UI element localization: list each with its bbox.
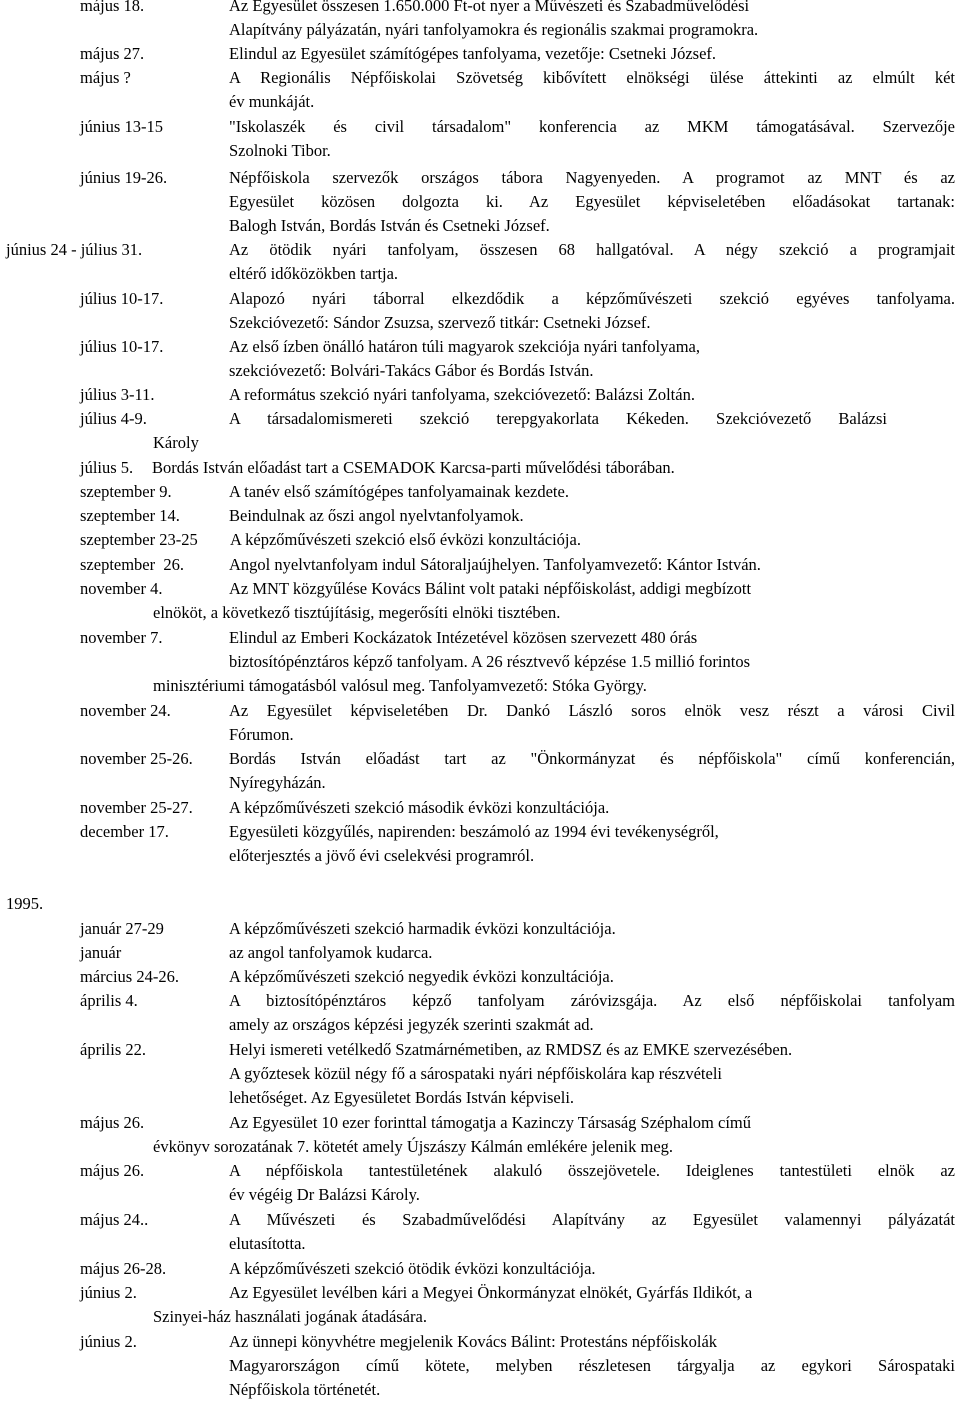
entry-text: A képzőművészeti szekció ötödik évközi konzultációja.: [229, 1259, 596, 1278]
entry-text: év munkáját.: [229, 92, 315, 111]
entry-date: május 27.: [80, 44, 145, 63]
entry-text: előterjesztés a jövő évi cselekvési programról.: [229, 846, 535, 865]
entry-text: minisztériumi támogatásból valósul meg. Tanfolyamvezető: Stóka György.: [153, 676, 647, 695]
entry-date: november 25-27.: [80, 798, 193, 817]
entry-date: július 3-11.: [80, 385, 155, 404]
entry-date: május 26.: [80, 1161, 145, 1180]
entry-date: július 10-17.: [80, 337, 164, 356]
entry-text: Az Egyesület 10 ezer forinttal támogatja a Kazinczy Társaság Széphalom című: [229, 1113, 751, 1132]
entry-text: A Művészeti és Szabadművelődési Alapítvány az Egyesület valamennyi pályázatát: [229, 1210, 955, 1229]
entry-text: eltérő időközökben tartja.: [229, 264, 399, 283]
entry-date: július 5.: [80, 458, 134, 477]
entry-text: Helyi ismereti vetélkedő Szatmárnémetiben, az RMDSZ és az EMKE szervezésében.: [229, 1040, 793, 1059]
entry-text: lehetőséget. Az Egyesületet Bordás István képviseli.: [229, 1088, 575, 1107]
entry-text: A győztesek közül négy fő a sárospataki nyári népfőiskolára kap részvételi: [229, 1064, 722, 1083]
entry-text: elnököt, a következő tisztújításig, megerősíti elnöki tisztében.: [153, 603, 561, 622]
entry-text: Szekcióvezető: Sándor Zsuzsa, szervező titkár: Csetneki József.: [229, 313, 651, 332]
entry-date: július 4-9.: [80, 409, 147, 428]
entry-text: Nyíregyházán.: [229, 773, 326, 792]
entry-text: Az ötödik nyári tanfolyam, összesen 68 hallgatóval. A négy szekció a programjait: [229, 240, 955, 259]
entry-text: Balogh István, Bordás István és Csetneki József.: [229, 216, 550, 235]
entry-date: április 22.: [80, 1040, 146, 1059]
entry-text: A református szekció nyári tanfolyama, szekcióvezető: Balázsi Zoltán.: [229, 385, 695, 404]
entry-date: november 24.: [80, 701, 171, 720]
entry-date: május 26.: [80, 1113, 145, 1132]
entry-date: november 25-26.: [80, 749, 193, 768]
entry-date: július 10-17.: [80, 289, 164, 308]
entry-text: A biztosítópénztáros képző tanfolyam záróvizsgája. Az első népfőiskolai tanfolyam: [229, 991, 955, 1010]
entry-date: június 24 - július 31.: [6, 240, 143, 259]
entry-date: szeptember 9.: [80, 482, 172, 501]
entry-date: március 24-26.: [80, 967, 179, 986]
entry-text: amely az országos képzési jegyzék szerinti szakmát ad.: [229, 1015, 594, 1034]
entry-date: szeptember 14.: [80, 506, 180, 525]
entry-date: május 18.: [80, 0, 145, 15]
entry-text: Szinyei-ház használati jogának átadására.: [153, 1307, 427, 1326]
entry-text: A népfőiskola tantestületének alakuló összejövetele. Ideiglenes tantestületi elnök az: [229, 1161, 955, 1180]
entry-text: A társadalomismereti szekció terepgyakorlata Kékeden. Szekcióvezető Balázsi: [229, 409, 887, 428]
entry-date: június 19-26.: [80, 168, 168, 187]
entry-date: június 2.: [80, 1332, 137, 1351]
entry-text: szekcióvezető: Bolvári-Takács Gábor és Bordás István.: [229, 361, 594, 380]
entry-date: június 2.: [80, 1283, 137, 1302]
entry-date: május ?: [80, 68, 131, 87]
entry-text: A Regionális Népfőiskolai Szövetség kibővített elnökségi ülése áttekinti az elmúlt két: [229, 68, 955, 87]
entry-text: Az MNT közgyűlése Kovács Bálint volt pataki népfőiskolást, addigi megbízott: [229, 579, 752, 598]
entry-text: Népfőiskola szervezők országos tábora Nagyenyeden. A programot az MNT és az: [229, 168, 955, 187]
entry-text: Szolnoki Tibor.: [229, 141, 331, 160]
entry-text: év végéig Dr Balázsi Károly.: [229, 1185, 420, 1204]
entry-text: A tanév első számítógépes tanfolyamainak kezdete.: [229, 482, 569, 501]
entry-text: Az első ízben önálló határon túli magyarok szekciója nyári tanfolyama,: [229, 337, 700, 356]
entry-text: Egyesületi közgyűlés, napirenden: beszámoló az 1994 évi tevékenységről,: [229, 822, 719, 841]
entry-date: május 26-28.: [80, 1259, 167, 1278]
entry-text: Magyarországon című kötete, melyben részletesen tárgyalja az egykori Sárospataki: [229, 1356, 955, 1375]
entry-text: évkönyv sorozatának 7. kötetét amely Újszászy Kálmán emlékére jelenik meg.: [153, 1137, 674, 1156]
entry-date: január 27-29: [80, 919, 164, 938]
entry-date: szeptember 23-25: [80, 530, 198, 549]
entry-date: november 4.: [80, 579, 163, 598]
entry-text: Alapítvány pályázatán, nyári tanfolyamokra és regionális szakmai programokra.: [229, 20, 759, 39]
entry-text: A képzőművészeti szekció első évközi konzultációja.: [230, 530, 581, 549]
entry-text: "Iskolaszék és civil társadalom" konferencia az MKM támogatásával. Szervezője: [229, 117, 955, 136]
year-heading: 1995.: [6, 894, 44, 913]
entry-text: biztosítópénztáros képző tanfolyam. A 26 résztvevő képzése 1.5 millió forintos: [229, 652, 750, 671]
entry-date: november 7.: [80, 628, 163, 647]
entry-text: Az Egyesület képviseletében Dr. Dankó László soros elnök vesz részt a városi Civil: [229, 701, 955, 720]
entry-text: Az Egyesület összesen 1.650.000 Ft-ot nyer a Művészeti és Szabadművelődési: [229, 0, 750, 15]
entry-text: az angol tanfolyamok kudarca.: [229, 943, 433, 962]
entry-text: Beindulnak az őszi angol nyelvtanfolyamok.: [229, 506, 524, 525]
entry-date: május 24..: [80, 1210, 149, 1229]
entry-text: A képzőművészeti szekció harmadik évközi konzultációja.: [229, 919, 616, 938]
entry-text: Elindul az Emberi Kockázatok Intézetével közösen szervezett 480 órás: [229, 628, 698, 647]
entry-text: Népfőiskola történetét.: [229, 1380, 381, 1399]
entry-text: Alapozó nyári táborral elkezdődik a képzőművészeti szekció egyéves tanfolyama.: [229, 289, 955, 308]
entry-text: Bordás István előadást tart az "Önkormányzat és népfőiskola" című konferencián,: [229, 749, 955, 768]
entry-text: Az Egyesület levélben kári a Megyei Önkormányzat elnökét, Gyárfás Ildikót, a: [229, 1283, 753, 1302]
entry-text: Bordás István előadást tart a CSEMADOK Karcsa-parti művelődési táborában.: [152, 458, 675, 477]
entry-text: Károly: [153, 433, 199, 452]
entry-text: Egyesület közösen dolgozta ki. Az Egyesület képviseletében előadásokat tartanak:: [229, 192, 955, 211]
entry-date: április 4.: [80, 991, 138, 1010]
entry-date: december 17.: [80, 822, 169, 841]
entry-date: január: [80, 943, 122, 962]
entry-text: Elindul az Egyesület számítógépes tanfolyama, vezetője: Csetneki József.: [229, 44, 717, 63]
entry-text: Angol nyelvtanfolyam indul Sátoraljaújhelyen. Tanfolyamvezető: Kántor István.: [229, 555, 761, 574]
entry-date: szeptember 26.: [80, 555, 185, 574]
entry-date: június 13-15: [80, 117, 163, 136]
entry-text: A képzőművészeti szekció negyedik évközi konzultációja.: [229, 967, 614, 986]
entry-text: Az ünnepi könyvhétre megjelenik Kovács Bálint: Protestáns népfőiskolák: [229, 1332, 718, 1351]
entry-text: elutasította.: [229, 1234, 306, 1253]
entry-text: Fórumon.: [229, 725, 294, 744]
entry-text: A képzőművészeti szekció második évközi konzultációja.: [229, 798, 610, 817]
